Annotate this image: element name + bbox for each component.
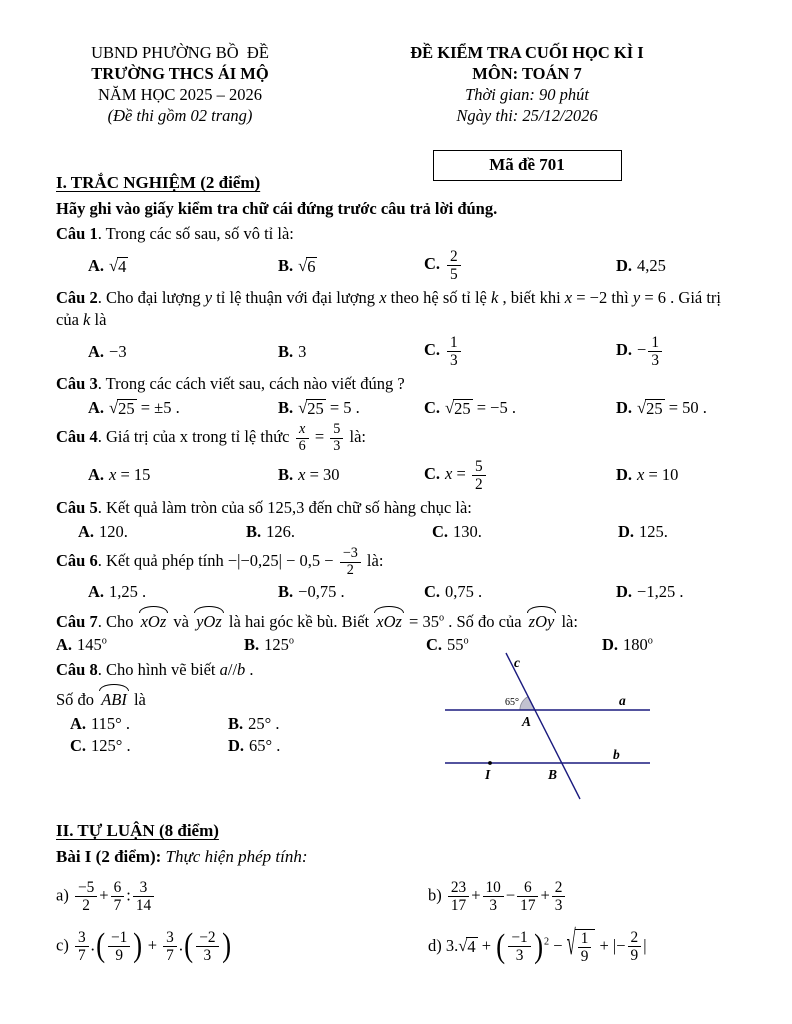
angle-65-label: 65° (505, 697, 519, 709)
question-6 (56, 546, 736, 602)
question-2-options (56, 334, 736, 369)
label-c: c (514, 655, 520, 671)
question-6-option-b: B. −0,75 . (278, 581, 345, 601)
question-2-stem: Câu 2. Cho đại lượng y tỉ lệ thuận với đại lượng x theo hệ số tỉ lệ k , biết khi x = −2 thì y = 6 . Giá trị của k là (56, 288, 722, 330)
question-8-option-c: C. 125° . (70, 735, 131, 755)
question-5-option-a: A. 120. (78, 521, 128, 541)
point-I-dot (488, 761, 492, 765)
parallel-lines-figure (443, 651, 735, 809)
authority-line-1: UBND PHƯỜNG BỒ ĐỀ (91, 43, 269, 62)
question-4-options (56, 458, 736, 493)
question-1-option-a: A. √ 4 (88, 255, 127, 276)
question-1 (56, 223, 736, 283)
instruction-line: Hãy ghi vào giấy kiểm tra chữ cái đứng trước câu trả lời đúng. (56, 199, 498, 219)
question-5 (56, 497, 736, 542)
label-B: B (548, 767, 558, 783)
exercise-1-label: Bài I (2 điểm): (56, 847, 162, 867)
question-4 (56, 422, 736, 493)
exercise-1-part-a: a) $\frac{-5}{2}$ + $\frac{6}{7}$ : $\frac{3}{14}$ (56, 879, 428, 914)
label-I: I (485, 767, 491, 783)
question-3-option-c: C. √ 25 = −5 . (424, 397, 516, 418)
question-7-option-c: C. 55$^o$ (426, 635, 469, 655)
question-5-stem: Câu 5. Kết quả làm tròn của số 125,3 đến chữ số hàng chục là: (56, 498, 472, 518)
question-3-option-a: A. √ 25 = ±5 . (88, 397, 180, 418)
question-4-stem: Câu 4. Giá trị của x trong tỉ lệ thức $\frac{x}{6}$ = $\frac{5}{3}$ là: (56, 420, 366, 454)
question-4-option-c: C. x = $\frac{5}{2}$ (424, 458, 616, 493)
question-1-option-d: D. 4,25 (616, 255, 666, 275)
question-8-option-a: A. 115° . (70, 713, 131, 733)
section-2-title: II. TỰ LUẬN (8 điểm) (56, 821, 219, 841)
question-3-options (56, 398, 736, 418)
exam-title: ĐỀ KIỂM TRA CUỐI HỌC KÌ I (410, 43, 644, 62)
question-8-option-b: B. 25° . (228, 713, 280, 733)
question-3 (56, 373, 736, 418)
question-1-option-c: C. $\frac{2}{5}$ (424, 248, 616, 283)
school-name: TRƯỜNG THCS ÁI MỘ (91, 64, 269, 84)
question-5-options (56, 522, 736, 542)
exam-code-box: Mã đề 701 (433, 150, 622, 181)
question-7-option-d: D. 180$^o$ (602, 635, 653, 655)
exercise-1-heading (56, 847, 736, 867)
school-year: NĂM HỌC 2025 – 2026 (97, 85, 263, 105)
question-7-stem: Câu 7. Cho xOz và yOz là hai góc kề bù. Biết xOz = $35^o$ . Số đo của zOy là: (56, 606, 736, 633)
question-8-option-d: D. 65° . (228, 735, 281, 755)
question-6-option-d: D. −1,25 . (616, 581, 684, 601)
document-header (56, 42, 736, 181)
question-1-options (56, 248, 736, 283)
question-5-option-b: B. 126. (246, 521, 296, 541)
question-2-option-a: A. −3 (88, 341, 127, 361)
question-2 (56, 287, 736, 369)
label-b: b (613, 747, 620, 763)
question-7-option-b: B. 125$^o$ (244, 635, 294, 655)
question-4-option-d: D. x = 10 (616, 465, 679, 485)
question-2-option-d: D. − $\frac{1}{3}$ (616, 334, 736, 369)
question-6-stem: Câu 6. Kết quả phép tính −|−0,25| − 0,5 − $\frac{-3}{2}$ là: (56, 544, 384, 578)
exercise-1-instruction: Thực hiện phép tính: (165, 847, 308, 867)
question-4-option-a: A. x = 15 (88, 465, 151, 485)
duration: Thời gian: 90 phút (465, 85, 589, 105)
question-3-stem: Câu 3. Trong các cách viết sau, cách nào viết đúng ? (56, 374, 405, 394)
question-1-option-b: B. √ 6 (278, 255, 316, 276)
question-5-option-c: C. 130. (432, 521, 482, 541)
exercise-1-parts (56, 879, 736, 965)
label-a: a (619, 693, 626, 709)
issuing-authority-block (56, 42, 356, 181)
page-count-note: (Đề thi gồm 02 trang) (107, 106, 253, 126)
question-4-option-b: B. x = 30 (278, 465, 340, 485)
question-3-option-d: D. √ 25 = 50 . (616, 397, 707, 418)
question-8-stem-line2: Số đo ABI là (56, 684, 736, 711)
exam-date: Ngày thi: 25/12/2026 (456, 106, 598, 126)
question-2-option-b: B. 3 (278, 341, 307, 361)
question-5-option-d: D. 125. (618, 521, 668, 541)
transversal-line-c (506, 653, 580, 799)
exercise-1-part-c: c) $\frac{3}{7}$ . ( $\frac{-1}{9}$ ) + $\frac{3}{7}$ . ( $\frac{-2}{3}$ ) (56, 927, 231, 965)
section-1-title: I. TRẮC NGHIỆM (2 điểm) (56, 173, 261, 193)
question-6-options (56, 582, 736, 602)
question-1-stem: Câu 1. Trong các số sau, số vô tỉ là: (56, 224, 294, 244)
exercise-1-part-b: b) $\frac{23}{17}$ + $\frac{10}{3}$ − $\frac{6}{17}$ + $\frac{2}{3}$ (428, 879, 736, 914)
label-A: A (522, 714, 532, 730)
question-7-option-a: A. 145$^o$ (56, 635, 107, 655)
exam-title-block (356, 42, 736, 181)
question-8-stem: Câu 8. Cho hình vẽ biết a//b . (56, 660, 254, 680)
question-7 (56, 606, 736, 656)
exercise-1-part-d: d) 3. √ 4 + ( $\frac{-1}{3}$ ) $^2$ − √ $\frac{1}{9}$ + |− $\frac{2}{9}$ | (428, 922, 647, 965)
question-2-option-c: C. $\frac{1}{3}$ (424, 334, 616, 369)
question-6-option-a: A. 1,25 . (88, 581, 147, 601)
question-8 (56, 655, 736, 807)
question-3-option-b: B. √ 25 = 5 . (278, 397, 360, 418)
angle-wedge (520, 697, 535, 710)
question-6-option-c: C. 0,75 . (424, 581, 483, 601)
subject-title: MÔN: TOÁN 7 (472, 64, 582, 84)
